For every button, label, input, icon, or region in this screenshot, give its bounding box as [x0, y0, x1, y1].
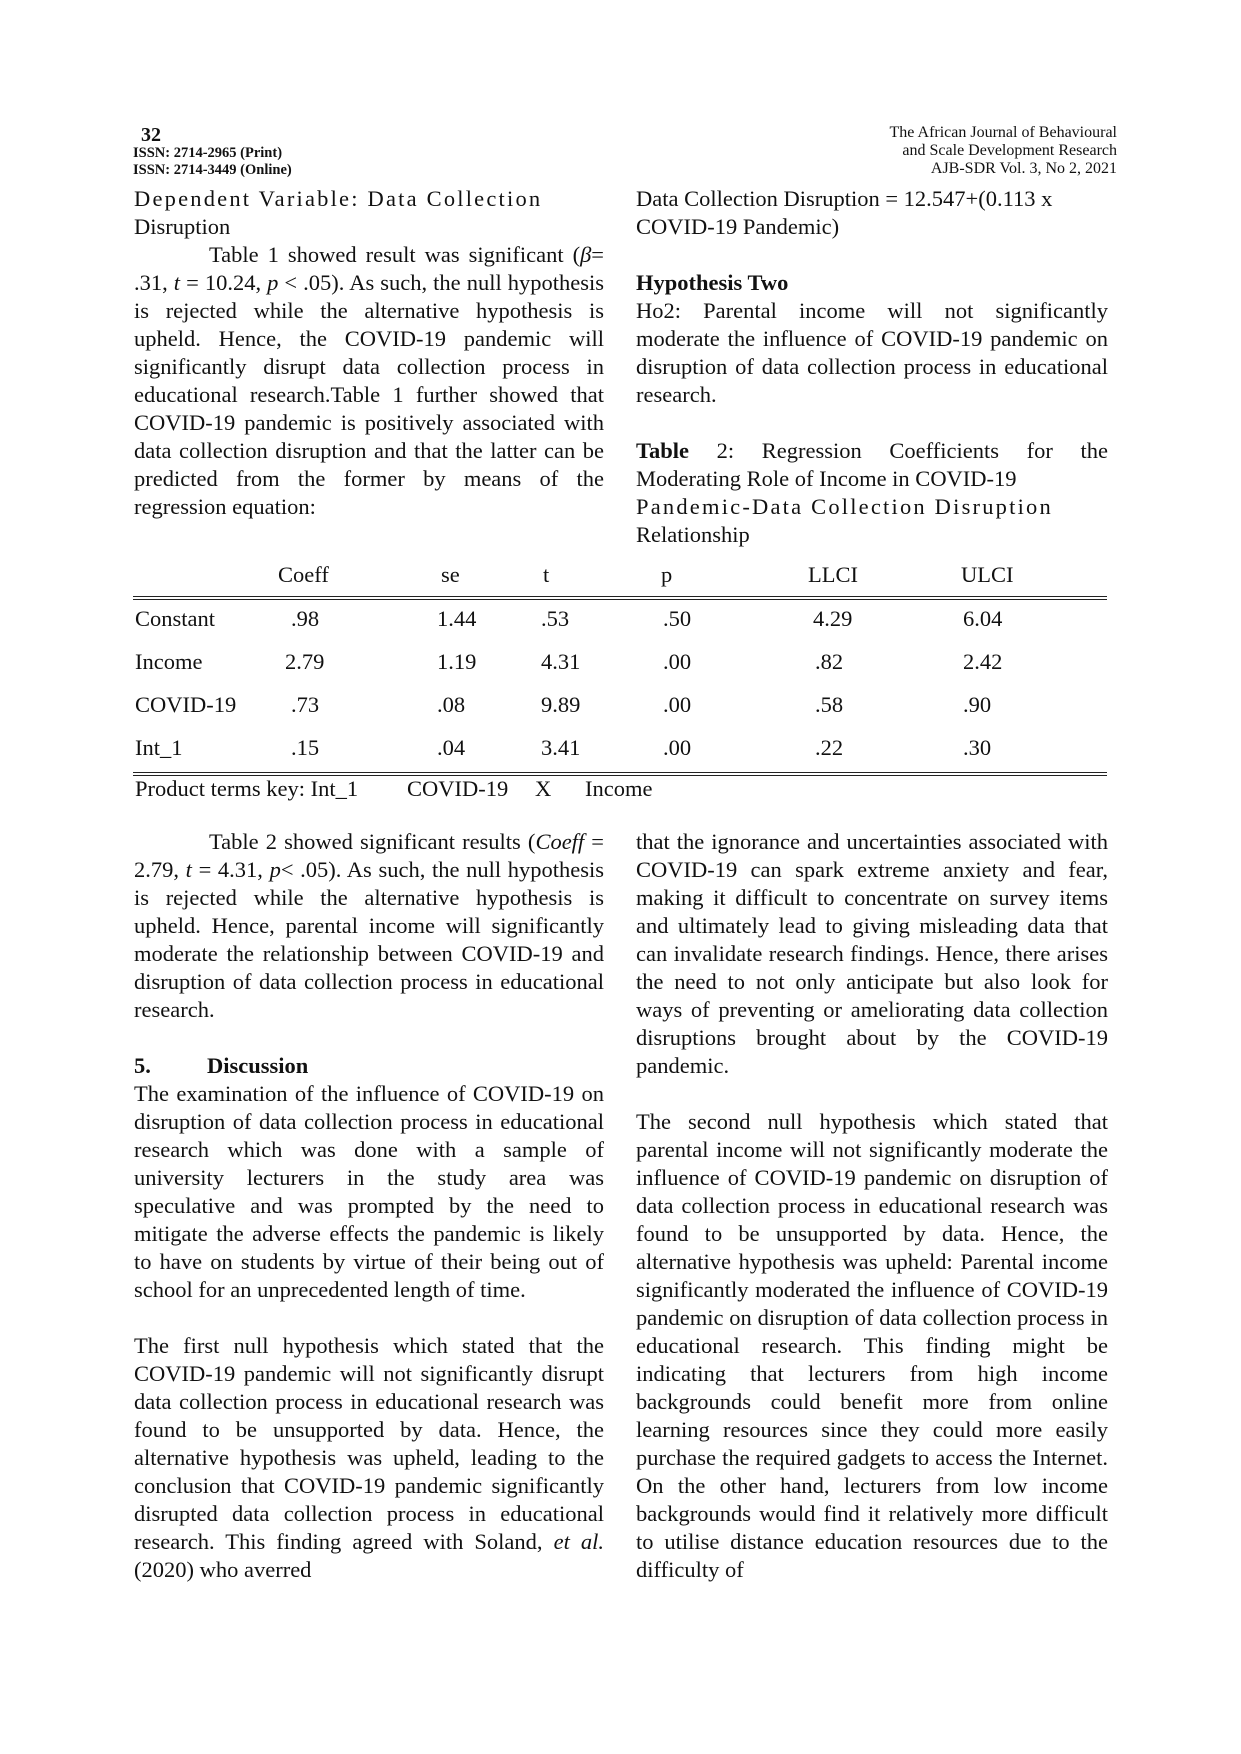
- col-header-p: p: [661, 562, 673, 587]
- paragraph-first-hypothesis: The first null hypothesis which stated that the COVID-19 pandemic will not significantly disrupt data collection process in educational research was found to be unsupported by data. Hence, the alternative hypothesis was upheld, leading to the conclusion that COVID-19 pandemic significantly disrupted data collection process in educational research. This finding agreed with Soland, et al. (2020) who averred: [134, 1333, 604, 1582]
- cell-llci: .22: [815, 735, 844, 760]
- table-row: [133, 643, 1107, 686]
- cell-coeff: 2.79: [285, 649, 325, 674]
- table-header-row: [133, 556, 1107, 596]
- issn-print: ISSN: 2714-2965 (Print): [133, 145, 283, 161]
- row-label: Int_1: [135, 735, 183, 760]
- col-header-coeff: Coeff: [278, 562, 329, 587]
- right-column-bottom: [636, 828, 1108, 1584]
- regression-equation: Data Collection Disruption = 12.547+(0.113 x COVID-19 Pandemic): [636, 186, 1053, 239]
- table-row: [133, 729, 1107, 772]
- paragraph-anxiety: that the ignorance and uncertainties associated with COVID-19 can spark extreme anxiety and fear, making it difficult to concentrate on survey items and ultimately lead to giving misleading data that can invalidate research findings. Hence, there arises the need to not only anticipate but also look for ways of preventing or ameliorating data collection disruptions brought about by the COVID-19 pandemic.: [636, 829, 1108, 1078]
- cell-ulci: 2.42: [963, 649, 1003, 674]
- cell-se: 1.19: [437, 649, 477, 674]
- row-label: Income: [135, 649, 203, 674]
- key-term-b: Income: [585, 776, 653, 801]
- cell-se: 1.44: [437, 606, 477, 631]
- cell-ulci: 6.04: [963, 606, 1003, 631]
- left-column-top: [134, 185, 604, 521]
- cell-se: .04: [437, 735, 466, 760]
- journal-volume: AJB-SDR Vol. 3, No 2, 2021: [930, 160, 1117, 177]
- cell-ulci: .90: [963, 692, 992, 717]
- hypothesis-two-text: Ho2: Parental income will not significantly moderate the influence of COVID-19 pandemic on disruption of data collection process in educational research.: [636, 298, 1108, 407]
- row-label: Constant: [135, 606, 216, 631]
- col-header-llci: LLCI: [808, 562, 858, 587]
- col-header-t: t: [543, 562, 550, 587]
- hypothesis-two-title: Hypothesis Two: [636, 270, 789, 295]
- cell-p: .00: [663, 692, 692, 717]
- key-x: X: [535, 776, 552, 801]
- section-heading-discussion: 5. Discussion: [134, 1053, 309, 1078]
- table2-caption: Table 2: Regression Coefficients for the Moderating Role of Income in COVID-19: [636, 438, 1108, 491]
- table-row: [133, 686, 1107, 729]
- cell-coeff: .73: [291, 692, 320, 717]
- paragraph-table1-result: Table 1 showed result was significant (β= .31, t = 10.24, p < .05). As such, the null hypothesis is rejected while the alternative hypothesis is upheld. Hence, the COVID-19 pandemic will significantly disrupt data collection process in educational research.Table 1 further showed that COVID-19 pandemic is positively associated with data collection disruption and that the latter can be predicted from the former by means of the regression equation:: [134, 242, 604, 519]
- col-header-se: se: [441, 562, 460, 587]
- cell-p: .00: [663, 735, 692, 760]
- journal-name-line2: and Scale Development Research: [902, 142, 1117, 159]
- cell-coeff: .98: [291, 606, 320, 631]
- cell-ulci: .30: [963, 735, 992, 760]
- page-header-right: [757, 124, 1117, 178]
- cell-llci: .58: [815, 692, 844, 717]
- table-row: [133, 600, 1107, 643]
- cell-se: .08: [437, 692, 466, 717]
- paragraph-second-hypothesis: The second null hypothesis which stated that parental income will not significantly moderate the influence of COVID-19 pandemic on disruption of data collection process in educational research was found to be unsupported by data. Hence, the alternative hypothesis was upheld: Parental income significantly moderated the influence of COVID-19 pandemic on disruption of data collection process in educational research. This finding might be indicating that lecturers from high income backgrounds could benefit more from online learning resources since they could more easily purchase the required gadgets to access the Internet. On the other hand, lecturers from low income backgrounds would find it relatively more difficult to utilise distance education resources due to the difficulty of: [636, 1109, 1108, 1582]
- page-number: 32: [141, 124, 161, 146]
- cell-t: 9.89: [541, 692, 581, 717]
- cell-llci: .82: [815, 649, 844, 674]
- table2-caption-line3: Relationship: [636, 522, 750, 547]
- regression-table: [133, 556, 1107, 776]
- dependent-variable-label-cont: Disruption: [134, 214, 231, 239]
- left-column-bottom: [134, 828, 604, 1584]
- key-label: Product terms key: Int_1: [135, 776, 359, 801]
- table2-caption-line2: Pandemic-Data Collection Disruption: [636, 494, 1053, 519]
- cell-coeff: .15: [291, 735, 320, 760]
- cell-p: .00: [663, 649, 692, 674]
- row-label: COVID-19: [135, 692, 237, 717]
- page-header-left: [133, 125, 292, 179]
- cell-t: 3.41: [541, 735, 581, 760]
- paragraph-discussion-intro: The examination of the influence of COVID-19 on disruption of data collection process in educational research which was done with a sample of university lecturers in the study area was speculative and was prompted by the need to mitigate the adverse effects the pandemic is likely to have on students by virtue of their being out of school for an unprecedented length of time.: [134, 1081, 604, 1302]
- key-term-a: COVID-19: [407, 776, 509, 801]
- paragraph-table2-result: Table 2 showed significant results (Coeff = 2.79, t = 4.31, p< .05). As such, the null hypothesis is rejected while the alternative hypothesis is upheld. Hence, parental income will significantly moderate the relationship between COVID-19 and disruption of data collection process in educational research.: [134, 829, 604, 1022]
- cell-llci: 4.29: [813, 606, 853, 631]
- journal-name-line1: The African Journal of Behavioural: [889, 124, 1117, 141]
- dependent-variable-label: Dependent Variable: Data Collection: [134, 186, 543, 211]
- cell-t: .53: [541, 606, 570, 631]
- right-column-top: [636, 185, 1108, 549]
- col-header-ulci: ULCI: [961, 562, 1014, 587]
- cell-t: 4.31: [541, 649, 581, 674]
- issn-online: ISSN: 2714-3449 (Online): [133, 162, 292, 178]
- cell-p: .50: [663, 606, 692, 631]
